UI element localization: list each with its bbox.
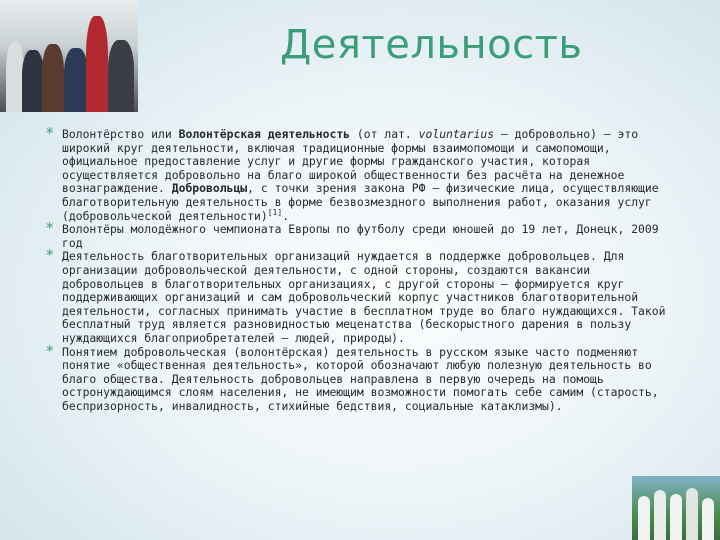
bullet-text: Деятельность благотворительных организаций нуждается в поддержке добровольцев. Для организации добровольческой деятельности, с одной стороны, создаются вакансии добровольцев в благотворительных организациях, с другой стороны — формируется круг поддерживающих организаций и сам добровольческий корпус участников благотворительной деятельности, согласных принимать участие в бесплатном труде во благо нуждающихся. Такой бесплатный труд является разновидностью меценатства (бескорыстного дарения в пользу нуждающихся благоприобретателей — людей, природы). [62, 249, 666, 345]
footnote-link[interactable]: [1] [267, 207, 283, 217]
bullet-text: , с точки зрения закона РФ — физические лица, осуществляющие благотворительную деятельность в форме безвозмездного выполнения работ, оказания услуг (добровольческой деятельности) [62, 181, 659, 223]
photo-figure [638, 496, 650, 540]
bullet-text: (от лат. [350, 127, 419, 141]
photo-figure [670, 494, 682, 540]
bullet-marker: * [46, 246, 54, 265]
bullet-text: Волонтёрство или [62, 127, 179, 141]
bullet-marker: * [46, 341, 54, 360]
photo-figure [686, 488, 698, 540]
volunteers-group-photo [632, 476, 720, 540]
bullet-text: Понятием добровольческая (волонтёрская) деятельность в русском языке часто подменяют понятие «общественная деятельность», которой обозначают любую полезную деятельность во благо общества. Деятельность добровольцев направлена в первую очередь на помощь остронуждающимся слоям населения, не имеющим возможности помогать себе самим (старость, беспризорность, инвалидность, стихийные бедствия, социальные катаклизмы). [62, 344, 659, 413]
bullet-list [46, 124, 672, 413]
bullet-marker: * [46, 124, 54, 142]
photo-figure [702, 498, 714, 540]
slide-title: Деятельность [280, 22, 583, 68]
photo-figure [108, 40, 134, 112]
photo-figure [86, 16, 108, 112]
bullet-bold-term: Волонтёрская деятельность [178, 127, 351, 141]
bullet-text: . [282, 208, 290, 223]
bullet-text: Волонтёры молодёжного чемпионата Европы по футболу среди юношей до 19 лет, Донецк, 2009 год [62, 222, 659, 250]
bullet-item [46, 219, 672, 250]
photo-figure [64, 48, 88, 112]
bullet-text: — добровольно) — это широкий круг деятельности, включая традиционные формы взаимопомощи и самопомощи, официальное предоставление услуг и другие формы гражданского участия, которая осуществляется добровольно на благо широкой общественности без расчёта на денежное вознаграждение. [62, 127, 639, 196]
bullet-italic-term: voluntarius [418, 127, 495, 141]
volunteers-photo [0, 0, 138, 112]
photo-figure [22, 50, 44, 112]
bullet-item [46, 124, 672, 223]
photo-figure [42, 44, 64, 112]
bullet-bold-term: Добровольцы [171, 181, 248, 196]
photo-figure [654, 490, 666, 540]
bullet-marker: * [46, 219, 54, 238]
bullet-item [46, 341, 672, 414]
bullet-item [46, 246, 672, 345]
